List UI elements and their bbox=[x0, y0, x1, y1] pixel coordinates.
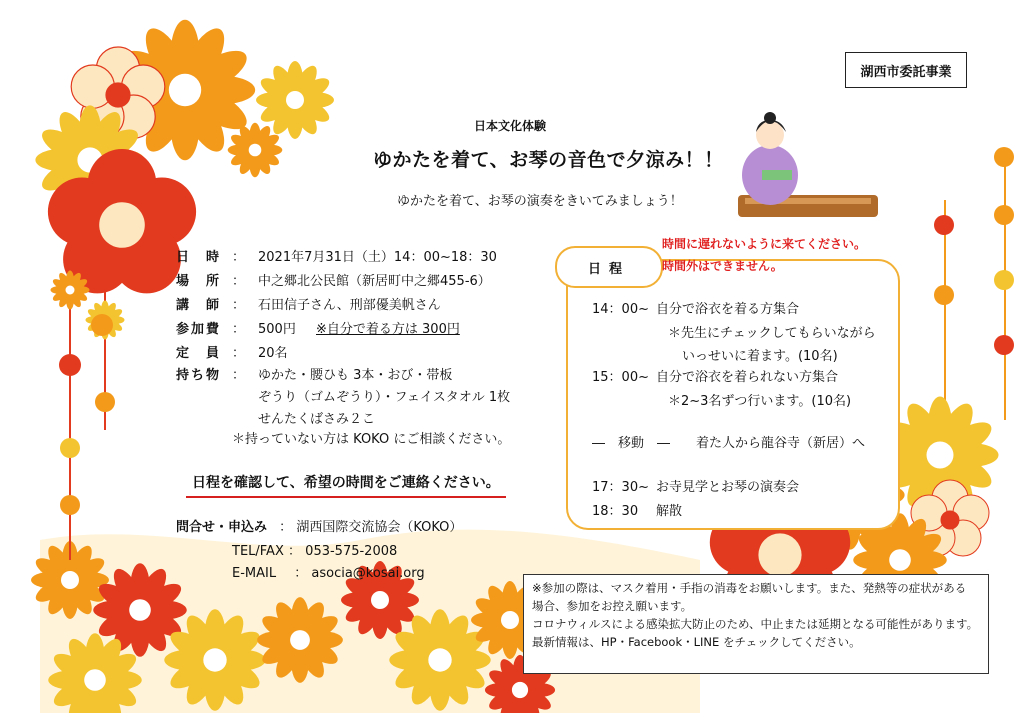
schedule-tag: 日程 bbox=[555, 246, 663, 288]
call-to-action: 日程を確認して、希望の時間をご連絡ください。 bbox=[186, 472, 506, 498]
info-value: 2021年7月31日（土）14：00~18：30 bbox=[258, 250, 497, 265]
sponsor-badge: 湖西市委託事業 bbox=[845, 52, 967, 88]
schedule-time: 14：00~ bbox=[592, 302, 649, 317]
email-label: E-MAIL bbox=[232, 566, 277, 581]
schedule-text: 解散 bbox=[656, 504, 683, 519]
info-value: せんたくばさみ２こ bbox=[258, 412, 376, 427]
schedule-row bbox=[592, 366, 838, 385]
schedule-row bbox=[592, 500, 682, 519]
info-value: 20名 bbox=[258, 346, 288, 361]
schedule-text: 自分で浴衣を着る方集合 bbox=[656, 302, 800, 317]
notice-line: コロナウィルスによる感染拡大防止のため、中止または延期となる可能性があります。 bbox=[532, 617, 979, 631]
tel-number[interactable]: 053-575-2008 bbox=[305, 544, 398, 559]
schedule-text: お寺見学とお琴の演奏会 bbox=[656, 480, 800, 495]
info-value: 中之郷北公民館（新居町中之郷455-6） bbox=[258, 274, 491, 289]
event-title: ゆかたを着て、お琴の音色で夕涼み！！ bbox=[373, 149, 724, 171]
schedule-move: ― 移動 ― 着た人から龍谷寺（新居）へ bbox=[592, 436, 866, 451]
schedule-note: ＊先生にチェックしてもらいながら bbox=[668, 326, 876, 341]
schedule-text: 自分で浴衣を着られない方集合 bbox=[656, 370, 839, 385]
info-value: ぞうり（ゴムぞうり）・フェイスタオル 1枚 bbox=[258, 390, 511, 405]
schedule-row bbox=[592, 298, 799, 317]
info-label: 講 師 bbox=[176, 298, 222, 313]
no-items-note: ＊持っていない方は KOKO にご相談ください。 bbox=[232, 432, 511, 447]
schedule-warning: 時間外はできません。 bbox=[662, 259, 783, 273]
info-value: 500円 bbox=[258, 322, 296, 337]
contact-row-tel: TEL/FAX ： 053-575-2008 bbox=[232, 544, 398, 559]
info-row-items: 持ち物 ： ゆかた・腰ひも 3本・おび・帯板 ぞうり（ゴムぞうり）・フェイスタオル 1枚 せんたくばさみ２こ bbox=[176, 366, 516, 432]
notice-line: ※参加の際は、マスク着用・手指の消毒をお願いします。また、発熱等の症状がある bbox=[532, 581, 967, 595]
info-label: 参加費 bbox=[176, 322, 222, 337]
info-label: 持ち物 bbox=[176, 368, 222, 383]
schedule-note: ＊2~3名ずつ行います。(10名) bbox=[668, 394, 852, 409]
info-label: 場 所 bbox=[176, 274, 222, 289]
schedule-note: いっせいに着ます。(10名) bbox=[682, 349, 838, 364]
tel-label: TEL/FAX bbox=[232, 544, 284, 559]
contact-label: 問合せ・申込み bbox=[176, 520, 268, 535]
notice-line: 場合、参加をお控え願います。 bbox=[532, 599, 693, 613]
info-value: ゆかた・腰ひも 3本・おび・帯板 bbox=[258, 368, 453, 383]
info-value: 石田信子さん、刑部優美帆さん bbox=[258, 298, 441, 313]
notice-line: 最新情報は、HP・Facebook・LINE をチェックしてください。 bbox=[532, 635, 861, 649]
email-address[interactable]: asocia@kosai.org bbox=[311, 566, 425, 581]
event-lead: ゆかたを着て、お琴の演奏をきいてみましょう！ bbox=[397, 194, 683, 209]
event-subtitle: 日本文化体験 bbox=[474, 119, 547, 133]
schedule-time: 17：30~ bbox=[592, 480, 649, 495]
info-label: 定 員 bbox=[176, 346, 222, 361]
contact-org: 湖西国際交流協会（KOKO） bbox=[296, 520, 463, 535]
contact-row-org: 問合せ・申込み ： 湖西国際交流協会（KOKO） bbox=[176, 520, 463, 535]
koto-player-illustration bbox=[738, 112, 878, 217]
schedule-time: 15：00~ bbox=[592, 370, 649, 385]
schedule-row bbox=[592, 476, 799, 495]
covid-notice-box bbox=[523, 574, 989, 674]
schedule-warning: 時間に遅れないように来てください。 bbox=[662, 237, 867, 251]
info-label: 日 時 bbox=[176, 250, 222, 265]
fee-note: ※自分で着る方は 300円 bbox=[316, 322, 460, 337]
schedule-time: 18：30 bbox=[592, 504, 639, 519]
contact-row-email: E-MAIL ： asocia@kosai.org bbox=[232, 566, 425, 581]
